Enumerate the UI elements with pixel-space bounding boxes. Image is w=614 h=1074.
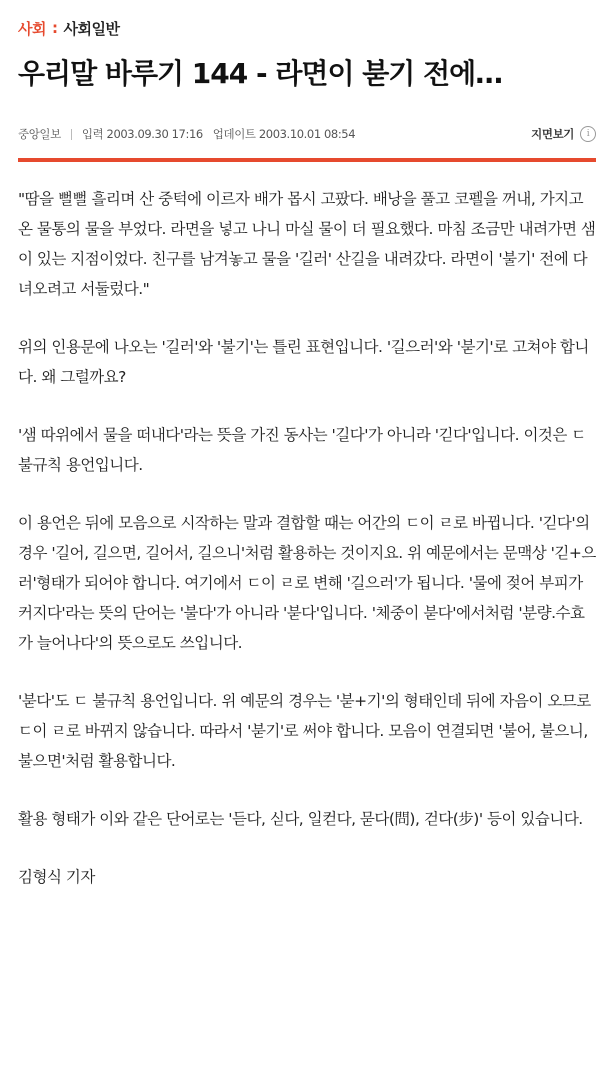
breadcrumb: [18, 0, 596, 40]
breadcrumb-subsection-link[interactable]: 사회일반: [63, 19, 120, 38]
article-body: [18, 184, 596, 834]
updated-date: 2003.10.01 08:54: [258, 127, 356, 141]
header-accent-rule: [18, 158, 596, 162]
info-icon[interactable]: i: [580, 126, 596, 142]
article-headline: 우리말 바루기 144 - 라면이 붇기 전에…: [18, 57, 503, 90]
published-date: 2003.09.30 17:16: [106, 127, 203, 141]
article-meta-info: [18, 126, 355, 142]
print-view-button[interactable]: [531, 126, 596, 142]
updated-label: 업데이트: [212, 127, 256, 141]
article-meta: [18, 124, 596, 144]
breadcrumb-section-link[interactable]: 사회: [18, 19, 46, 38]
article-paragraph: '샘 따위에서 물을 떠내다'라는 뜻을 가진 동사는 '길다'가 아니라 '긷다'입니다. 이것은 ㄷ 불규칙 용언입니다.: [18, 426, 586, 474]
breadcrumb-separator: :: [51, 19, 58, 37]
article-paragraph: 위의 인용문에 나오는 '길러'와 '불기'는 틀린 표현입니다. '길으러'와 '붇기'로 고쳐야 합니다. 왜 그럴까요?: [18, 338, 589, 386]
published-label: 입력: [81, 127, 104, 141]
print-view-label: 지면보기: [531, 127, 574, 141]
meta-divider: [71, 129, 72, 140]
article-paragraph: 활용 형태가 이와 같은 단어로는 '듣다, 싣다, 일컫다, 묻다(問), 걷다(步)' 등이 있습니다.: [18, 810, 583, 828]
article-byline: 김형식 기자: [18, 868, 95, 886]
article-paragraph: "땀을 뻘뻘 흘리며 산 중턱에 이르자 배가 몹시 고팠다. 배낭을 풀고 코펠을 꺼내, 가지고 온 물통의 물을 부었다. 라면을 넣고 나니 마실 물이 더 필요했다. 마침 조금만 내려가면 샘이 있는 지점이었다. 친구를 남겨놓고 물을 '길러' 산길을 내려갔다. 라면이 '불기' 전에 다녀오려고 서둘렀다.": [18, 190, 596, 298]
source-name: 중앙일보: [18, 127, 61, 141]
article-paragraph: 이 용언은 뒤에 모음으로 시작하는 말과 결합할 때는 어간의 ㄷ이 ㄹ로 바뀝니다. '긷다'의 경우 '길어, 길으면, 길어서, 길으니'처럼 활용하는 것이지요. 위 예문에서는 문맥상 '긷+으러'형태가 되어야 합니다. 여기에서 ㄷ이 ㄹ로 변해 '길으러'가 됩니다. '물에 젖어 부피가 커지다'라는 뜻의 단어는 '불다'가 아니라 '붇다'입니다. '체중이 붇다'에서처럼 '분량.수효가 늘어나다'의 뜻으로도 쓰입니다.: [18, 514, 596, 652]
article-paragraph: '붇다'도 ㄷ 불규칙 용언입니다. 위 예문의 경우는 '붇+기'의 형태인데 뒤에 자음이 오므로 ㄷ이 ㄹ로 바뀌지 않습니다. 따라서 '붇기'로 써야 합니다. 모음이 연결되면 '불어, 불으니, 불으면'처럼 활용합니다.: [18, 692, 591, 770]
